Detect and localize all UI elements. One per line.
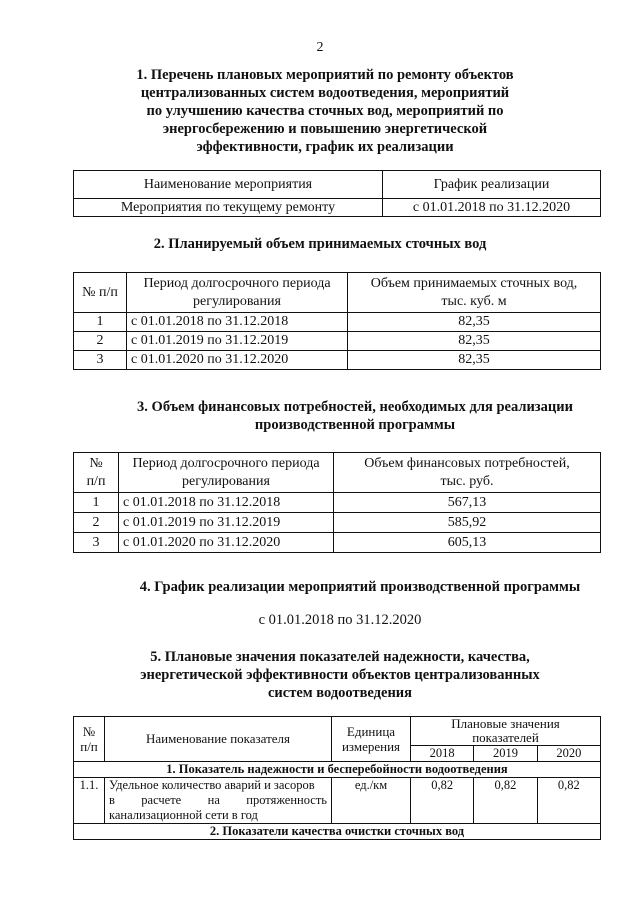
- activity-name-cell: Мероприятия по текущему ремонту: [74, 199, 383, 217]
- row-number: 1: [74, 493, 119, 513]
- header-year-2020: 2020: [537, 746, 600, 762]
- table-row: [74, 313, 601, 332]
- table-row: [74, 513, 601, 533]
- header-line: тыс. куб. м: [441, 293, 507, 309]
- row-period: с 01.01.2019 по 31.12.2019: [127, 332, 348, 351]
- title-line: 5. Плановые значения показателей надежности, качества,: [150, 649, 530, 665]
- name-line: в расчете на протяженность: [109, 793, 327, 807]
- header-line: показателей: [472, 730, 539, 745]
- row-value-2018: 0,82: [411, 778, 474, 824]
- activity-schedule-cell: с 01.01.2018 по 31.12.2020: [383, 199, 601, 217]
- header-number: [74, 717, 105, 762]
- title-line: производственной программы: [254, 417, 456, 433]
- header-indicator-name: Наименование показателя: [105, 717, 332, 762]
- row-period: с 01.01.2020 по 31.12.2020: [119, 533, 334, 553]
- header-line: п/п: [80, 739, 98, 754]
- section-4-period: с 01.01.2018 по 31.12.2020: [258, 612, 422, 628]
- row-indicator-name: [105, 778, 332, 824]
- row-value-2019: 0,82: [474, 778, 537, 824]
- row-number: 1.1.: [74, 778, 105, 824]
- section-4-title: 4. График реализации мероприятий производственной программы: [139, 579, 581, 595]
- row-amount: 585,92: [334, 513, 601, 533]
- header-line: регулирования: [182, 473, 270, 489]
- header-volume: [348, 273, 601, 313]
- section-2-title: 2. Планируемый объем принимаемых сточных вод: [153, 236, 487, 252]
- row-amount: 567,13: [334, 493, 601, 513]
- section-row-reliability: 1. Показатель надежности и бесперебойности водоотведения: [74, 762, 601, 778]
- name-line: Удельное количество аварий и засоров: [109, 778, 315, 792]
- table-row: [74, 351, 601, 370]
- row-period: с 01.01.2018 по 31.12.2018: [119, 493, 334, 513]
- header-line: Плановые значения: [451, 716, 560, 731]
- header-period: [119, 453, 334, 493]
- section-3-title: [110, 398, 600, 434]
- header-line: тыс. руб.: [440, 473, 494, 489]
- activities-table: [73, 170, 601, 217]
- title-line: эффективности, график их реализации: [196, 139, 454, 155]
- header-planned-values: [411, 717, 601, 746]
- header-line: п/п: [86, 473, 106, 489]
- title-line: энергосбережению и повышению энергетической: [162, 121, 488, 137]
- row-number: 2: [74, 332, 127, 351]
- wastewater-volume-table: [73, 272, 601, 370]
- table-row: [74, 533, 601, 553]
- header-year-2018: 2018: [411, 746, 474, 762]
- title-line: энергетической эффективности объектов централизованных: [140, 667, 540, 683]
- table-row: [74, 493, 601, 513]
- table-row: [74, 332, 601, 351]
- section-row-quality: 2. Показатели качества очистки сточных вод: [74, 824, 601, 840]
- header-year-2019: 2019: [474, 746, 537, 762]
- row-period: с 01.01.2018 по 31.12.2018: [127, 313, 348, 332]
- header-number: [74, 453, 119, 493]
- row-volume: 82,35: [348, 351, 601, 370]
- title-line: 3. Объем финансовых потребностей, необходимых для реализации: [137, 399, 573, 415]
- row-unit: ед./км: [332, 778, 411, 824]
- name-line: канализационной сети в год: [109, 808, 258, 822]
- header-line: №: [89, 455, 103, 471]
- title-line: централизованных систем водоотведения, мероприятий: [140, 85, 510, 101]
- header-line: Единица: [346, 724, 396, 739]
- header-financial-needs: [334, 453, 601, 493]
- row-volume: 82,35: [348, 332, 601, 351]
- header-line: регулирования: [193, 293, 281, 309]
- section-5-title: [100, 648, 580, 702]
- header-schedule: График реализации: [383, 171, 601, 199]
- row-value-2020: 0,82: [537, 778, 600, 824]
- section-1-title: [100, 66, 550, 156]
- row-number: 3: [74, 533, 119, 553]
- indicators-table: [73, 716, 601, 840]
- title-line: по улучшению качества сточных вод, мероприятий по: [146, 103, 504, 119]
- row-volume: 82,35: [348, 313, 601, 332]
- row-period: с 01.01.2019 по 31.12.2019: [119, 513, 334, 533]
- row-number: 3: [74, 351, 127, 370]
- header-line: №: [82, 724, 96, 739]
- header-line: Объем принимаемых сточных вод,: [370, 275, 578, 291]
- row-amount: 605,13: [334, 533, 601, 553]
- row-period: с 01.01.2020 по 31.12.2020: [127, 351, 348, 370]
- page-number: 2: [316, 40, 324, 55]
- title-line: систем водоотведения: [267, 685, 413, 701]
- row-number: 1: [74, 313, 127, 332]
- header-number: № п/п: [74, 273, 127, 313]
- header-line: Период долгосрочного периода: [143, 275, 331, 291]
- header-activity-name: Наименование мероприятия: [74, 171, 383, 199]
- header-line: Период долгосрочного периода: [132, 455, 320, 471]
- header-line: Объем финансовых потребностей,: [364, 455, 570, 471]
- row-number: 2: [74, 513, 119, 533]
- header-line: измерения: [341, 739, 401, 754]
- financial-needs-table: [73, 452, 601, 553]
- header-unit: [332, 717, 411, 762]
- title-line: 1. Перечень плановых мероприятий по ремонту объектов: [136, 67, 514, 83]
- header-period: [127, 273, 348, 313]
